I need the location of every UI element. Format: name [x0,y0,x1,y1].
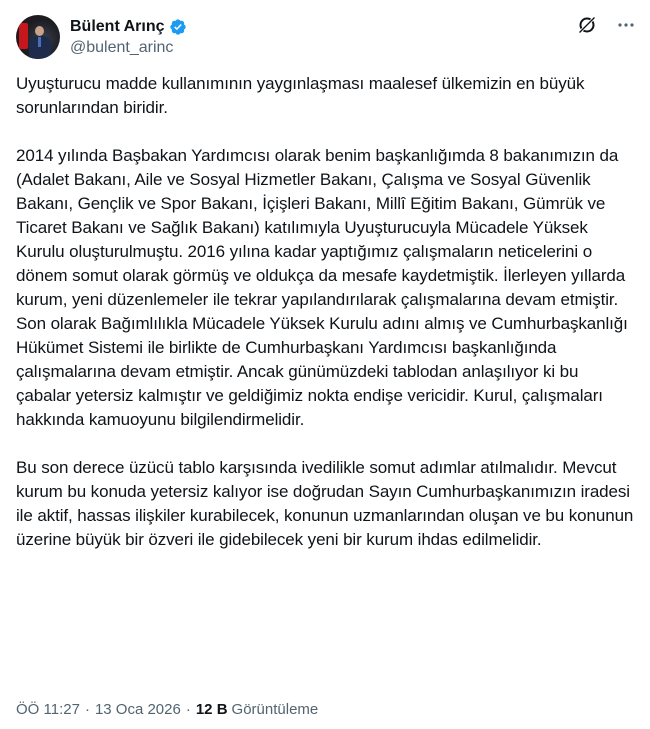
author-info [70,17,187,58]
avatar-flag-detail [19,23,28,49]
avatar-tie-detail [38,37,41,47]
tweet-paragraph-1: Uyuşturucu madde kullanımının yaygınlaşması maalesef ülkemizin en büyük sorunlarından biridir. [16,74,585,117]
tweet-date[interactable]: 13 Oca 2026 [94,701,181,718]
grok-icon[interactable] [576,14,598,36]
views-label: Görüntüleme [231,701,319,718]
tweet-time[interactable]: ÖÖ 11:27 [16,701,80,718]
author-display-name[interactable]: Bülent Arınç [70,17,165,35]
author-name-row [70,17,187,37]
tweet-meta [16,700,318,720]
more-horizontal-icon[interactable] [616,15,636,35]
header-actions [576,14,636,36]
tweet-header [16,14,634,60]
avatar-person-head [35,26,44,36]
views-count: 12 B [195,701,228,718]
tweet-paragraph-2: 2014 yılında Başbakan Yardımcısı olarak benim başkanlığımda 8 bakanımızın da (Adalet Bakanı, Aile ve Sosyal Hizmetler Bakanı, Çalışma ve Sosyal Güvenlik Bakanı, Gençlik ve Spor Bakanı, İçişleri Bakanı, Millî Eğitim Bakanı, Gümrük ve Ticaret Bakanı ve Sağlık Bakanı) katılımıyla Uyuşturucuyla Mücadele Yüksek Kurulu oluşturulmuştu. 2016 yılına kadar yaptığımız çalışmaların neticelerini o dönem somut olarak görmüş ve oldukça da mesafe kaydetmiştik. İlerleyen yıllarda kurum, yeni düzenlemeler ile tekrar yapılandırılarak çalışmalarına devam etmiştir. Son olarak Bağımlılıkla Mücadele Yüksek Kurulu adını almış ve Cumhurbaşkanlığı Hükümet Sistemi ile birlikte de Cumhurbaşkanı Yardımcısı başkanlığında çalışmalarına devam etmiştir. Ancak günümüzdeki tablodan anlaşılıyor ki bu çabalar yetersiz kalmıştır ve geldiğimiz nokta endişe vericidir. Kurul, çalışmaları hakkında kamuoyunu bilgilendirmelidir. [16,146,628,429]
verified-badge-icon[interactable] [169,18,187,36]
tweet-paragraph-3: Bu son derece üzücü tablo karşısında ivedilikle somut adımlar atılmalıdır. Mevcut kurum bu konuda yetersiz kalıyor ise doğrudan Sayın Cumhurbaşkanımızın iradesi ile aktif, hassas ilişkiler kurabilecek, konunun uzmanlarından oluşan ve bu konunun üzerine büyük bir özveri ile gidebilecek yeni bir kurum ihdas edilmelidir. [16,458,634,549]
tweet-text [16,72,636,552]
meta-separator: · [185,701,191,718]
author-handle[interactable]: @bulent_arinc [70,38,174,56]
meta-separator: · [84,701,90,718]
avatar[interactable] [16,15,60,59]
